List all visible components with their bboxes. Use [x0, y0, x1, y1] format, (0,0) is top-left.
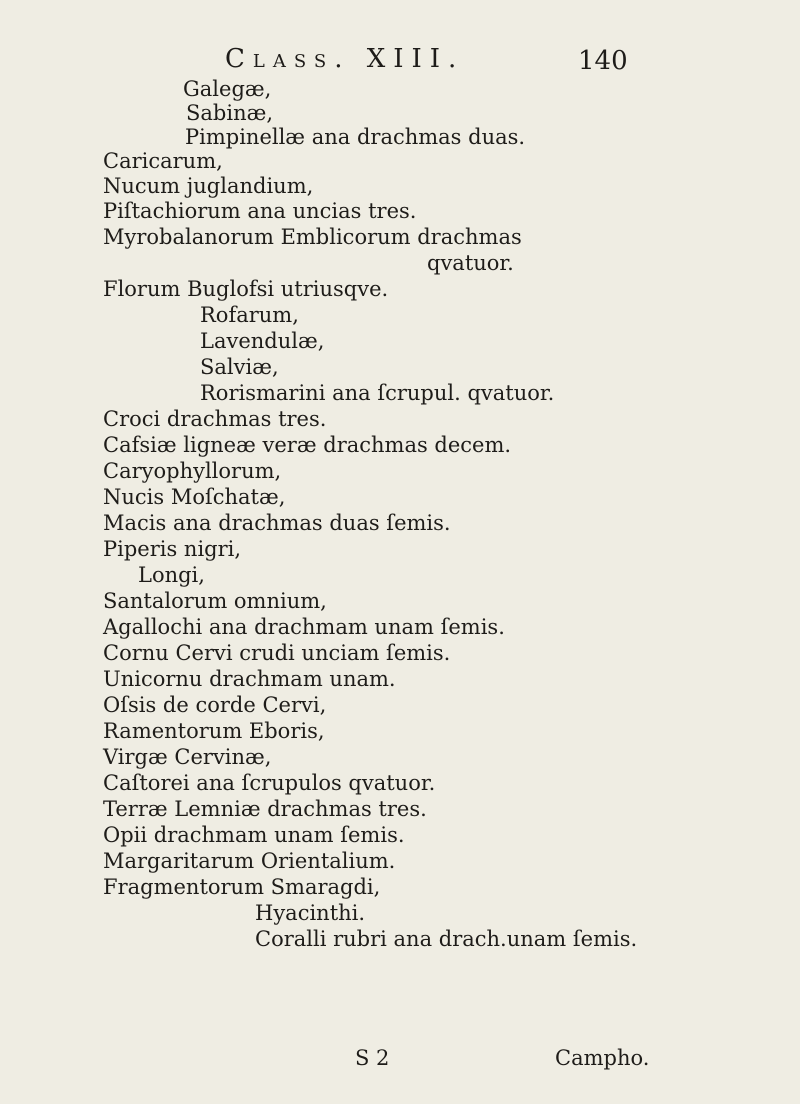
text-line: Caryophyllorum,: [103, 459, 282, 483]
text-line: Coralli rubri ana drach.unam ſemis.: [255, 927, 638, 951]
signature-mark: S 2: [355, 1046, 390, 1070]
text-line: Macis ana drachmas duas ſemis.: [103, 511, 451, 535]
text-line: Cornu Cervi crudi unciam ſemis.: [103, 641, 451, 665]
text-line: Piſtachiorum ana uncias tres.: [103, 199, 417, 223]
text-line: Florum Buglofsi utriusqve.: [103, 277, 389, 301]
text-line: Agallochi ana drachmam unam ſemis.: [103, 615, 505, 639]
page-number: 140: [578, 46, 628, 76]
text-line: Longi,: [138, 563, 205, 587]
text-line: qvatuor.: [427, 251, 514, 275]
text-line: Pimpinellæ ana drachmas duas.: [185, 125, 526, 149]
text-line: Lavendulæ,: [200, 329, 325, 353]
text-line: Fragmentorum Smaragdi,: [103, 875, 381, 899]
text-line: Rorismarini ana ſcrupul. qvatuor.: [200, 381, 555, 405]
text-line: Rofarum,: [200, 303, 299, 327]
text-line: Galegæ,: [183, 77, 272, 101]
text-line: Unicornu drachmam unam.: [103, 667, 396, 691]
text-line: Caricarum,: [103, 149, 223, 173]
text-line: Hyacinthi.: [255, 901, 366, 925]
text-line: Margaritarum Orientalium.: [103, 849, 396, 873]
catchword: Campho.: [555, 1046, 650, 1070]
running-head: Class. XIII.: [225, 44, 465, 74]
page-footer: [0, 1046, 800, 1076]
text-line: Santalorum omnium,: [103, 589, 327, 613]
text-line: Salviæ,: [200, 355, 279, 379]
text-line: Cafsiæ ligneæ veræ drachmas decem.: [103, 433, 512, 457]
text-line: Virgæ Cervinæ,: [103, 745, 272, 769]
text-line: Nucis Moſchatæ,: [103, 485, 286, 509]
text-line: Oſsis de corde Cervi,: [103, 693, 327, 717]
text-line: Piperis nigri,: [103, 537, 242, 561]
text-line: Opii drachmam unam ſemis.: [103, 823, 405, 847]
text-line: Nucum juglandium,: [103, 174, 314, 198]
text-line: Terræ Lemniæ drachmas tres.: [103, 797, 427, 821]
text-line: Croci drachmas tres.: [103, 407, 327, 431]
text-line: Caſtorei ana ſcrupulos qvatuor.: [103, 771, 436, 795]
text-line: Ramentorum Eboris,: [103, 719, 325, 743]
page-header: [0, 40, 800, 80]
text-line: Myrobalanorum Emblicorum drachmas: [103, 225, 522, 249]
text-line: Sabinæ,: [186, 101, 274, 125]
